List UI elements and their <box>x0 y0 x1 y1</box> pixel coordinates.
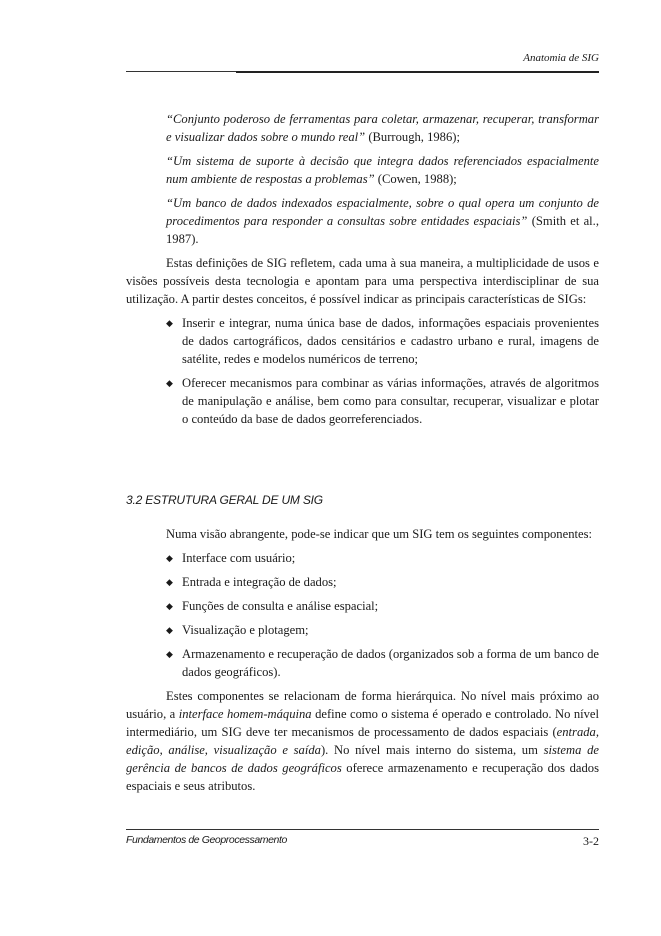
quote-text: “Um sistema de suporte à decisão que integra dados referenciados espacialmente num ambiente de respostas a problemas” <box>166 154 599 186</box>
main-text-top <box>126 110 599 434</box>
quote-smith <box>166 194 599 248</box>
text-run: oferece armazenamento e recuperação dos dados espaciais e seus atributos. <box>126 761 599 793</box>
diamond-bullet-icon: ◆ <box>166 318 173 328</box>
list-item <box>166 573 599 591</box>
paragraph-definitions: Estas definições de SIG refletem, cada uma à sua maneira, a multiplicidade de usos e visões possíveis desta tecnologia e apontam para uma perspectiva interdisciplinar de sua utilização. A partir destes conceitos, é possível indicar as principais características de SIGs: <box>126 256 599 306</box>
components-list <box>126 549 599 681</box>
text-run: ). No nível mais interno do sistema, um <box>320 743 544 757</box>
italic-term-processing: entrada, edição, análise, visualização e saída <box>126 725 599 757</box>
quote-text: “Conjunto poderoso de ferramentas para coletar, armazenar, recuperar, transformar e visualizar dados sobre o mundo real” <box>166 112 599 144</box>
section-heading: 3.2 ESTRUTURA GERAL DE UM SIG <box>126 493 323 507</box>
paragraph-hierarchy <box>126 687 599 795</box>
quote-citation: (Smith et al., 1987). <box>166 214 599 246</box>
list-item-text: Interface com usuário; <box>182 551 296 565</box>
quote-citation: (Cowen, 1988); <box>374 172 457 186</box>
list-item <box>166 374 599 428</box>
quote-text: “Um banco de dados indexados espacialmente, sobre o qual opera um conjunto de procedimentos para responder a consultas sobre entidades espaciais” <box>166 196 599 228</box>
list-item <box>166 314 599 368</box>
list-item-text: Inserir e integrar, numa única base de dados, informações espaciais provenientes de dados cartográficos, dados censitários e cadastro urbano e rural, imagens de satélite, redes e modelos numéricos de terreno; <box>182 316 599 366</box>
list-item-text: Oferecer mecanismos para combinar as várias informações, através de algoritmos de manipulação e análise, bem como para consultar, recuperar, visualizar e plotar o conteúdo da base de dados georreferenciados. <box>182 376 599 426</box>
running-header-title: Anatomia de SIG <box>523 52 599 64</box>
list-item <box>166 645 599 681</box>
list-item-text: Funções de consulta e análise espacial; <box>182 599 379 613</box>
list-item <box>166 549 599 567</box>
text-run: define como o sistema é operado e controlado. No nível intermediário, um SIG deve ter mecanismos de processamento de dados espaciais ( <box>126 707 600 739</box>
paragraph-overview: Numa visão abrangente, pode-se indicar que um SIG tem os seguintes componentes: <box>166 527 592 541</box>
italic-term-database: sistema de gerência de bancos de dados geográficos <box>126 743 599 775</box>
main-text-bottom <box>126 525 599 795</box>
quote-citation: (Burrough, 1986); <box>365 130 460 144</box>
footer-page-number: 3-2 <box>583 834 599 848</box>
diamond-bullet-icon: ◆ <box>166 649 173 659</box>
quote-cowen <box>166 152 599 188</box>
diamond-bullet-icon: ◆ <box>166 577 173 587</box>
list-item-text: Visualização e plotagem; <box>182 623 309 637</box>
list-item <box>166 621 599 639</box>
italic-term-interface: interface homem-máquina <box>178 707 312 721</box>
diamond-bullet-icon: ◆ <box>166 553 173 563</box>
diamond-bullet-icon: ◆ <box>166 378 173 388</box>
quote-burrough <box>166 110 599 146</box>
list-item-text: Armazenamento e recuperação de dados (organizados sob a forma de um banco de dados geográficos). <box>182 647 599 679</box>
footer-rule <box>126 829 599 830</box>
list-item-text: Entrada e integração de dados; <box>182 575 337 589</box>
characteristics-list <box>126 314 599 428</box>
diamond-bullet-icon: ◆ <box>166 601 173 611</box>
footer-book-title: Fundamentos de Geoprocessamento <box>126 834 287 846</box>
list-item <box>166 597 599 615</box>
diamond-bullet-icon: ◆ <box>166 625 173 635</box>
text-run: Estes componentes se relacionam de forma hierárquica. No nível mais próximo ao usuário, a <box>126 689 599 721</box>
header-rule-bold <box>236 71 599 73</box>
